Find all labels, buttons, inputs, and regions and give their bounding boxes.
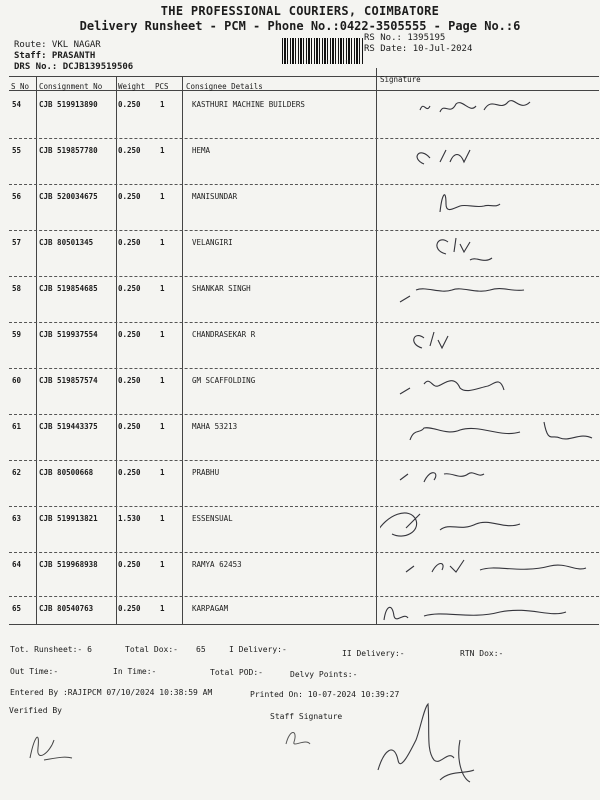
printed-on: Printed On: 10-07-2024 10:39:27 bbox=[250, 690, 400, 699]
row-signature-scribble bbox=[380, 322, 598, 362]
row-weight: 0.250 bbox=[118, 468, 141, 477]
row-sno: 55 bbox=[12, 146, 22, 155]
row-pcs: 1 bbox=[160, 284, 165, 293]
row-consignment-no: CJB 520034675 bbox=[39, 192, 98, 201]
row-consignee: MANISUNDAR bbox=[192, 192, 238, 201]
column-header-consignment: Consignment No bbox=[39, 82, 103, 91]
row-sno: 58 bbox=[12, 284, 22, 293]
row-consignment-no: CJB 519913890 bbox=[39, 100, 98, 109]
row-consignment-no: CJB 519937554 bbox=[39, 330, 98, 339]
staff-signature-label: Staff Signature bbox=[270, 712, 343, 721]
total-pod-label: Total POD:- bbox=[210, 668, 263, 677]
column-divider bbox=[376, 68, 377, 624]
row-consignee: GM SCAFFOLDING bbox=[192, 376, 256, 385]
row-signature-scribble bbox=[380, 596, 598, 636]
row-consignment-no: CJB 80500668 bbox=[39, 468, 94, 477]
row-weight: 0.250 bbox=[118, 192, 141, 201]
row-consignee: MAHA 53213 bbox=[192, 422, 238, 431]
row-consignment-no: CJB 519443375 bbox=[39, 422, 98, 431]
column-divider bbox=[182, 76, 183, 624]
row-sno: 54 bbox=[12, 100, 22, 109]
row-pcs: 1 bbox=[160, 468, 165, 477]
table-top-border bbox=[9, 76, 599, 77]
row-signature-scribble bbox=[380, 460, 598, 500]
staff-scribble bbox=[280, 722, 320, 752]
row-signature-scribble bbox=[380, 552, 598, 592]
row-weight: 0.250 bbox=[118, 238, 141, 247]
row-consignee: PRABHU bbox=[192, 468, 220, 477]
total-dox-value: 65 bbox=[196, 645, 206, 654]
column-header-consignee: Consignee Details bbox=[186, 82, 263, 91]
row-consignee: KASTHURI MACHINE BUILDERS bbox=[192, 100, 305, 109]
row-weight: 0.250 bbox=[118, 560, 141, 569]
row-pcs: 1 bbox=[160, 192, 165, 201]
row-signature-scribble bbox=[380, 368, 598, 408]
row-sno: 62 bbox=[12, 468, 22, 477]
row-sno: 60 bbox=[12, 376, 22, 385]
row-pcs: 1 bbox=[160, 422, 165, 431]
total-runsheet: Tot. Runsheet:- 6 bbox=[10, 645, 92, 654]
row-consignment-no: CJB 80540763 bbox=[39, 604, 94, 613]
row-weight: 0.250 bbox=[118, 376, 141, 385]
row-pcs: 1 bbox=[160, 238, 165, 247]
drs-number: DRS No.: DCJB139519506 bbox=[14, 62, 134, 72]
row-weight: 0.250 bbox=[118, 422, 141, 431]
row-weight: 1.530 bbox=[118, 514, 141, 523]
company-title: THE PROFESSIONAL COURIERS, COIMBATORE bbox=[160, 4, 440, 18]
row-consignee: CHANDRASEKAR R bbox=[192, 330, 256, 339]
row-consignee: KARPAGAM bbox=[192, 604, 229, 613]
row-weight: 0.250 bbox=[118, 604, 141, 613]
row-signature-scribble bbox=[380, 92, 598, 132]
column-divider bbox=[116, 76, 117, 624]
barcode-image bbox=[282, 38, 364, 64]
row-weight: 0.250 bbox=[118, 146, 141, 155]
row-consignee: RAMYA 62453 bbox=[192, 560, 242, 569]
row-pcs: 1 bbox=[160, 604, 165, 613]
delivery-points-label: Delvy Points:- bbox=[290, 670, 358, 679]
i-delivery-label: I Delivery:- bbox=[229, 645, 287, 654]
row-pcs: 1 bbox=[160, 146, 165, 155]
out-time-label: Out Time:- bbox=[10, 667, 59, 676]
row-weight: 0.250 bbox=[118, 330, 141, 339]
row-consignment-no: CJB 519913821 bbox=[39, 514, 98, 523]
row-pcs: 1 bbox=[160, 514, 165, 523]
rs-date: RS Date: 10-Jul-2024 bbox=[364, 44, 473, 54]
rs-number: RS No.: 1395195 bbox=[364, 33, 446, 43]
row-pcs: 1 bbox=[160, 376, 165, 385]
route-label: Route: VKL NAGAR bbox=[14, 40, 101, 50]
row-signature-scribble bbox=[380, 506, 598, 546]
row-sno: 64 bbox=[12, 560, 22, 569]
row-weight: 0.250 bbox=[118, 100, 141, 109]
row-sno: 63 bbox=[12, 514, 22, 523]
row-consignee: ESSENSUAL bbox=[192, 514, 233, 523]
row-consignment-no: CJB 519854685 bbox=[39, 284, 98, 293]
ii-delivery-label: II Delivery:- bbox=[342, 649, 405, 658]
row-pcs: 1 bbox=[160, 330, 165, 339]
row-consignment-no: CJB 519857574 bbox=[39, 376, 98, 385]
staff-signature-scribble bbox=[370, 700, 480, 790]
runsheet-subtitle: Delivery Runsheet - PCM - Phone No.:0422-3505555 - Page No.:6 bbox=[79, 19, 521, 33]
row-signature-scribble bbox=[380, 184, 598, 224]
row-pcs: 1 bbox=[160, 560, 165, 569]
row-weight: 0.250 bbox=[118, 284, 141, 293]
row-signature-scribble bbox=[380, 230, 598, 270]
row-sno: 56 bbox=[12, 192, 22, 201]
row-sno: 61 bbox=[12, 422, 22, 431]
column-header-weight: Weight bbox=[118, 82, 146, 91]
row-signature-scribble bbox=[380, 138, 598, 178]
column-header-signature: Signature bbox=[380, 75, 421, 84]
row-consignee: SHANKAR SINGH bbox=[192, 284, 251, 293]
column-header-sno: S No bbox=[11, 82, 30, 91]
total-dox-label: Total Dox:- bbox=[125, 645, 178, 654]
row-signature-scribble bbox=[380, 414, 598, 454]
row-consignee: VELANGIRI bbox=[192, 238, 233, 247]
verified-by-label: Verified By bbox=[9, 706, 62, 715]
row-consignment-no: CJB 519968938 bbox=[39, 560, 98, 569]
row-consignment-no: CJB 80501345 bbox=[39, 238, 94, 247]
verifier-scribble bbox=[20, 718, 80, 768]
row-signature-scribble bbox=[380, 276, 598, 316]
column-divider bbox=[36, 76, 37, 624]
table-bottom-border bbox=[9, 624, 599, 625]
rtn-dox-label: RTN Dox:- bbox=[460, 649, 504, 658]
in-time-label: In Time:- bbox=[113, 667, 157, 676]
row-sno: 59 bbox=[12, 330, 22, 339]
row-sno: 57 bbox=[12, 238, 22, 247]
row-consignee: HEMA bbox=[192, 146, 211, 155]
row-pcs: 1 bbox=[160, 100, 165, 109]
entered-by: Entered By :RAJIPCM 07/10/2024 10:38:59 AM bbox=[10, 688, 213, 697]
staff-label: Staff: PRASANTH bbox=[14, 51, 96, 61]
row-consignment-no: CJB 519857780 bbox=[39, 146, 98, 155]
column-header-pcs: PCS bbox=[155, 82, 169, 91]
row-sno: 65 bbox=[12, 604, 22, 613]
